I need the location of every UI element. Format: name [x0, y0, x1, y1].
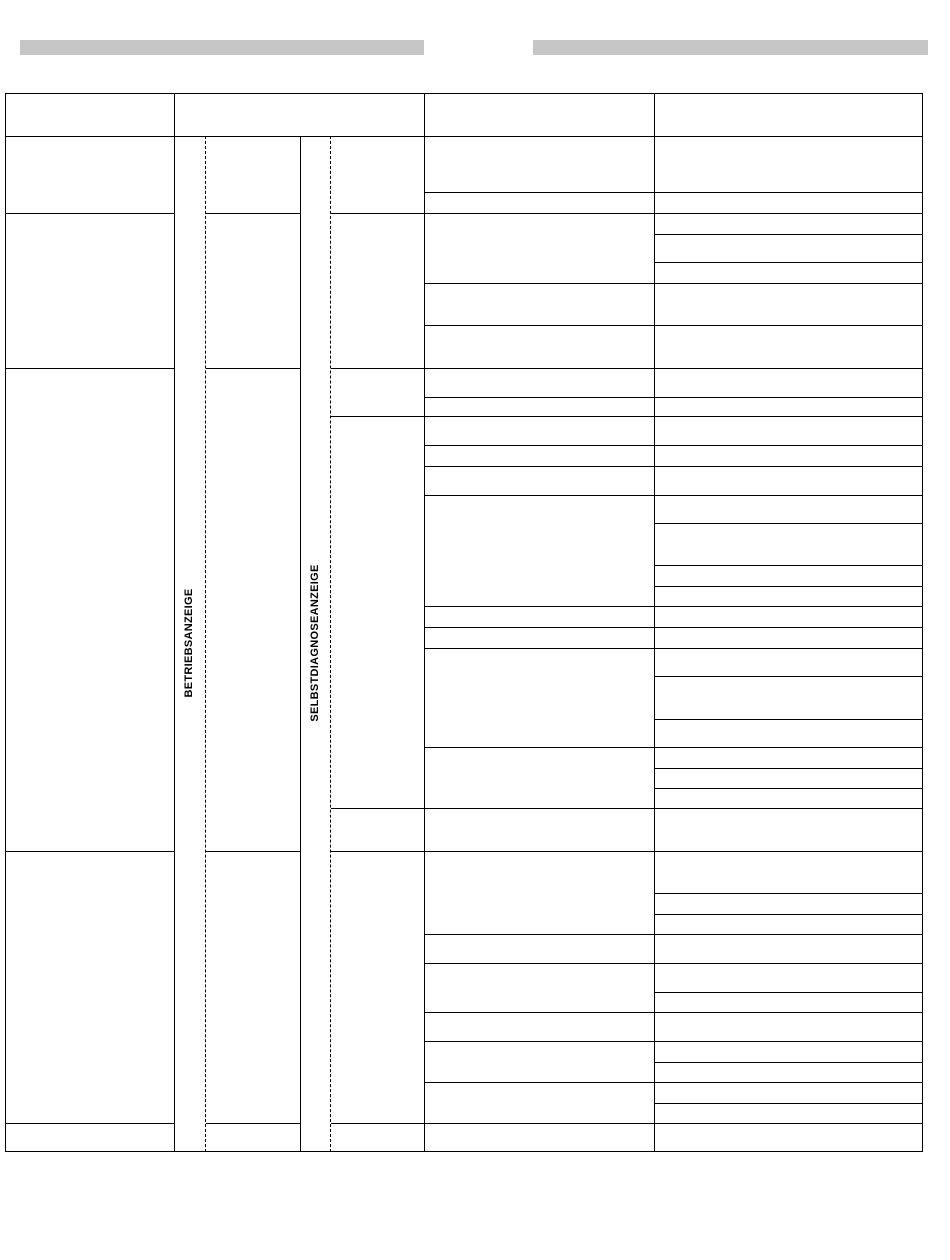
row-sep-col7	[654, 397, 923, 398]
row-sep-col7	[654, 851, 923, 852]
row-sep-col6	[424, 606, 654, 607]
col-divider-3	[300, 136, 301, 1152]
row-sep-col6	[424, 416, 654, 417]
row-sep-col7	[654, 283, 923, 284]
row-sep-col6	[424, 325, 654, 326]
row-sep-col7	[654, 1012, 923, 1013]
row-sep-col7	[654, 627, 923, 628]
row-sep-col6	[424, 1041, 654, 1042]
row-sep-col1	[5, 213, 174, 214]
col-divider-4-dashed	[330, 136, 331, 1152]
row-sep-col7	[654, 992, 923, 993]
row-sep-col7	[654, 445, 923, 446]
row-sep-col7	[654, 914, 923, 915]
row-sep-col5	[331, 368, 424, 369]
betriebsanzeige-label: BETRIEBSANZEIGE	[183, 588, 195, 698]
row-sep-col5	[331, 808, 424, 809]
row-sep-col6	[424, 627, 654, 628]
row-sep-col6	[424, 397, 654, 398]
row-sep-col6	[424, 1082, 654, 1083]
row-sep-col7	[654, 893, 923, 894]
row-sep-col7	[654, 963, 923, 964]
row-sep-col7	[654, 234, 923, 235]
row-sep-col6	[424, 1012, 654, 1013]
row-sep-col6	[424, 648, 654, 649]
row-sep-col7	[654, 586, 923, 587]
row-sep-col3	[206, 1123, 300, 1124]
row-sep-col5	[331, 851, 424, 852]
row-sep-col6	[424, 495, 654, 496]
row-sep-col3	[206, 213, 300, 214]
row-sep-col1	[5, 1123, 174, 1124]
row-sep-col7	[654, 747, 923, 748]
row-sep-col7	[654, 325, 923, 326]
row-sep-col7	[654, 1123, 923, 1124]
row-sep-col7	[654, 466, 923, 467]
row-sep-col6	[424, 283, 654, 284]
row-sep-col7	[654, 768, 923, 769]
row-sep-col7	[654, 648, 923, 649]
header-row-separator	[5, 136, 923, 137]
row-sep-col6	[424, 851, 654, 852]
col-divider-2-dashed	[205, 136, 206, 1152]
row-sep-col7	[654, 676, 923, 677]
row-sep-col6	[424, 747, 654, 748]
row-sep-col5	[331, 213, 424, 214]
row-sep-col7	[654, 719, 923, 720]
row-sep-col6	[424, 934, 654, 935]
row-sep-col5	[331, 416, 424, 417]
row-sep-col1	[5, 851, 174, 852]
row-sep-col7	[654, 1082, 923, 1083]
col-divider-5	[424, 93, 425, 1152]
row-sep-col3	[206, 851, 300, 852]
row-sep-col5	[331, 1123, 424, 1124]
table-frame	[5, 93, 923, 1152]
row-sep-col6	[424, 466, 654, 467]
row-sep-col6	[424, 808, 654, 809]
col-divider-1	[174, 93, 175, 1152]
row-sep-col7	[654, 416, 923, 417]
row-sep-col6	[424, 213, 654, 214]
row-sep-col7	[654, 1041, 923, 1042]
row-sep-col6	[424, 963, 654, 964]
row-sep-col3	[206, 368, 300, 369]
selbstdiagnoseanzeige-label: SELBSTDIAGNOSEANZEIGE	[309, 564, 321, 722]
col-divider-6	[654, 93, 655, 1152]
row-sep-col7	[654, 495, 923, 496]
row-sep-col7	[654, 368, 923, 369]
row-sep-col7	[654, 262, 923, 263]
row-sep-col7	[654, 606, 923, 607]
row-sep-col6	[424, 1123, 654, 1124]
row-sep-col7	[654, 1062, 923, 1063]
row-sep-col7	[654, 788, 923, 789]
row-sep-col1	[5, 368, 174, 369]
row-sep-col7	[654, 192, 923, 193]
row-sep-col6	[424, 368, 654, 369]
row-sep-col7	[654, 808, 923, 809]
row-sep-col6	[424, 192, 654, 193]
row-sep-col7	[654, 213, 923, 214]
row-sep-col7	[654, 565, 923, 566]
row-sep-col7	[654, 523, 923, 524]
row-sep-col6	[424, 445, 654, 446]
row-sep-col7	[654, 1103, 923, 1104]
row-sep-col7	[654, 934, 923, 935]
